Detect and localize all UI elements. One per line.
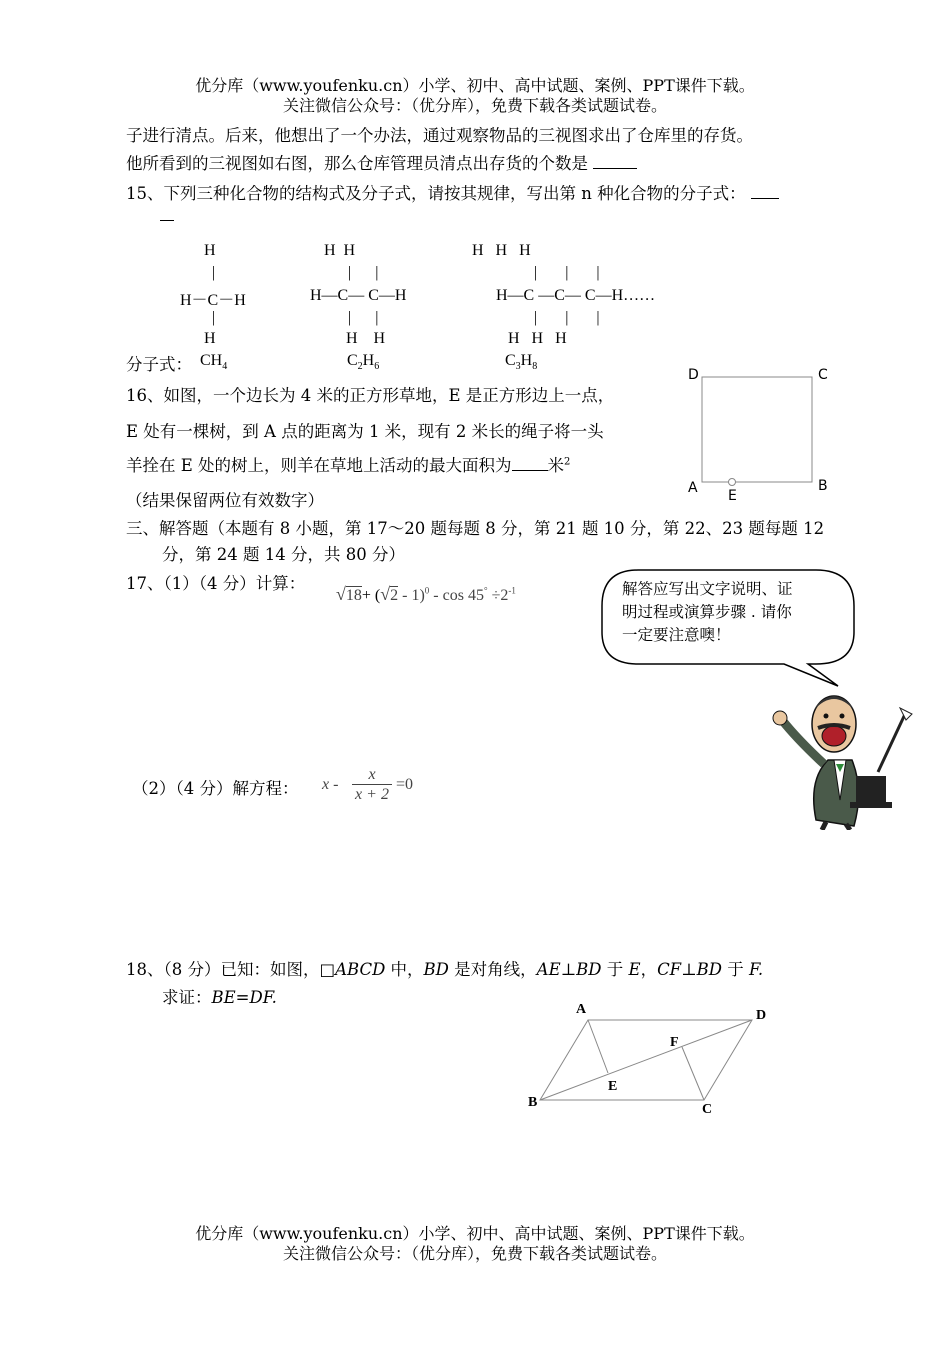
q18-text-5: ， <box>640 960 658 979</box>
q18-cf: CF <box>657 960 682 979</box>
formula-3-sub-c: 3 <box>515 361 521 373</box>
formula-1 <box>200 352 227 372</box>
section3-line-2: 分，第 24 题 14 分，共 80 分） <box>162 545 405 564</box>
header-line-2: 关注微信公众号：（优分库），免费下载各类试题试卷。 <box>282 96 667 115</box>
perp-symbol-1: ⊥ <box>560 960 577 979</box>
expr-degree: ° <box>483 585 488 596</box>
q16-line-4: （结果保留两位有效数字） <box>126 491 324 510</box>
q16-unit: 米 <box>547 456 565 475</box>
q18-abcd: ABCD <box>335 960 386 979</box>
bubble-line-3: 一定要注意噢！ <box>622 626 731 644</box>
bubble-line-2: 明过程或演算步骤 . 请你 <box>622 603 792 621</box>
formula-2-sub-h: 6 <box>374 361 380 373</box>
sqrt-radicand-1: 18 <box>345 587 362 604</box>
mol1-bar-top: | <box>212 264 216 281</box>
mol2-top: H H <box>324 242 356 259</box>
formula-2-element-h: H <box>362 352 375 369</box>
q17-eq-rhs: =0 <box>396 776 414 793</box>
mol2-bar-top: | | <box>348 264 379 281</box>
expr-divide: ÷2 <box>487 587 509 604</box>
mol3-bar-bottom: | | | <box>534 309 600 326</box>
footer-line-1: 优分库（www.youfenku.cn）小学、初中、高中试题、案例、PPT课件下载。 <box>195 1224 755 1243</box>
parallelogram-symbol: □ <box>319 960 336 979</box>
q17-expression <box>336 584 516 605</box>
label-b: B <box>528 1095 538 1110</box>
segment-ae <box>588 1020 608 1073</box>
label-e: E <box>608 1079 618 1094</box>
q15-answer-blank-cont <box>160 220 174 221</box>
mol2-middle: H—C— C—H <box>310 287 407 304</box>
q16-line-1: 16、如图，一个边长为 4 米的正方形草地，E 是正方形边上一点， <box>126 386 615 405</box>
formula-1-sub: 4 <box>222 361 228 373</box>
leg-right-shape <box>846 824 850 830</box>
sqrt-sign-2: √ <box>380 584 391 604</box>
label-d: D <box>756 1008 767 1023</box>
hat-brim-shape <box>850 802 892 808</box>
q17-part-2: （2）（4 分）解方程： <box>132 779 299 798</box>
mol1-top: H <box>204 242 216 259</box>
point-e-marker <box>729 479 736 486</box>
diagonal-bd <box>540 1020 752 1100</box>
leg-left-shape <box>822 822 826 830</box>
formula-label: 分子式： <box>126 355 192 374</box>
bubble-line-1: 解答应写出文字说明、证 <box>622 580 793 598</box>
formula-3-element-c: C <box>505 352 516 369</box>
q16-unit-exponent: 2 <box>564 456 571 468</box>
section3-line-1: 三、解答题（本题有 8 小题，第 17～20 题每题 8 分，第 21 题 10 分，第 22、23 题每题 12 <box>126 519 825 538</box>
q14-line-2 <box>126 150 637 174</box>
formula-2-element-c: C <box>347 352 358 369</box>
eye-right-shape <box>840 714 845 719</box>
q17-eq-fraction <box>352 766 392 805</box>
q18-text-6: 于 <box>722 960 750 979</box>
q15-answer-blank <box>751 184 779 199</box>
formula-3-element-h: H <box>520 352 533 369</box>
mol1-bar-bottom: | <box>212 309 216 326</box>
perp-symbol-2: ⊥ <box>681 960 697 979</box>
expr-exp-zero: 0 <box>424 585 430 596</box>
q18-bd-2: BD <box>576 960 602 979</box>
q17-part-1: 17、（1）（4 分）计算： <box>126 574 306 593</box>
q14-line-2-text: 他所看到的三视图如右图，那么仓库管理员清点出存货的个数是 <box>126 154 588 173</box>
parallelogram-figure <box>520 996 780 1120</box>
mol3-middle: H—C —C— C—H…… <box>496 287 656 304</box>
mol2-bar-bottom: | | <box>348 309 379 326</box>
square-figure <box>682 360 832 505</box>
q16-answer-blank <box>512 456 548 471</box>
header-line-1: 优分库（www.youfenku.cn）小学、初中、高中试题、案例、PPT课件下载。 <box>195 76 755 95</box>
expr-exp-neg-one: -1 <box>508 585 516 596</box>
label-c: C <box>818 367 828 383</box>
mol2-bottom: H H <box>346 330 386 347</box>
segment-cf <box>682 1047 704 1100</box>
speech-bubble-text <box>622 578 793 647</box>
mol1-bottom: H <box>204 330 216 347</box>
q18-text-2: 中， <box>385 960 424 979</box>
label-f: F <box>670 1035 679 1050</box>
expr-cos: - cos 45 <box>429 587 484 604</box>
cartoon-teacher-illustration <box>768 680 918 830</box>
q15-prompt: 15、下列三种化合物的结构式及分子式，请按其规律，写出第 n 种化合物的分子式： <box>126 184 746 203</box>
label-a: A <box>688 480 698 496</box>
cane-shape <box>878 712 906 772</box>
q18-prove-statement: BE=DF. <box>211 988 277 1007</box>
q18-bd: BD <box>423 960 449 979</box>
q18-text-3: 是对角线， <box>448 960 537 979</box>
q18-text-1: 18、（8 分）已知：如图， <box>126 960 320 979</box>
q16-line-2: E 处有一棵树，到 A 点的距离为 1 米，现有 2 米长的绳子将一头 <box>126 422 604 441</box>
q14-answer-blank <box>593 154 637 169</box>
q17-eq-lhs: x - <box>322 776 339 793</box>
hat-shape <box>856 776 886 804</box>
formula-1-element: CH <box>200 352 223 369</box>
formula-2 <box>347 352 379 372</box>
mol3-bottom: H H H <box>508 330 567 347</box>
expr-minus-one: - 1) <box>398 587 425 604</box>
expr-plus: + ( <box>361 587 381 604</box>
q16-line-3-text: 羊拴在 E 处的树上，则羊在草地上活动的最大面积为 <box>126 456 512 475</box>
label-a: A <box>576 1002 587 1017</box>
label-c: C <box>702 1102 713 1117</box>
q18-line-2 <box>162 984 277 1008</box>
fraction-numerator: x <box>352 766 392 785</box>
label-e: E <box>728 488 737 504</box>
eye-left-shape <box>824 714 829 719</box>
q14-line-1: 子进行清点。后来，他想出了一个办法，通过观察物品的三视图求出了仓库里的存货。 <box>126 126 753 145</box>
q18-prove-label: 求证： <box>162 988 212 1007</box>
sqrt-radicand-2: 2 <box>390 587 399 604</box>
formula-3-sub-h: 8 <box>532 361 538 373</box>
sqrt-sign-1: √ <box>336 584 346 604</box>
formula-3 <box>505 352 537 372</box>
q16-line-3 <box>126 452 570 476</box>
q15-text <box>126 180 779 204</box>
q18-f: F. <box>749 960 764 979</box>
label-b: B <box>818 478 828 494</box>
label-d: D <box>688 367 699 383</box>
square-outline <box>702 377 812 482</box>
mol3-top: H H H <box>472 242 531 259</box>
mol1-middle: H－C－H <box>180 292 246 309</box>
q18-ae: AE <box>536 960 561 979</box>
fraction-denominator: x + 2 <box>355 786 389 803</box>
formula-2-sub-c: 2 <box>357 361 363 373</box>
q18-bd-3: BD <box>696 960 723 979</box>
mouth-shape <box>822 726 846 746</box>
mol3-bar-top: | | | <box>534 264 600 281</box>
q18-text-4: 于 <box>601 960 629 979</box>
footer-line-2: 关注微信公众号：（优分库），免费下载各类试题试卷。 <box>282 1244 667 1263</box>
q18-line-1 <box>126 956 763 980</box>
hand-shape <box>773 711 787 725</box>
q18-e: E <box>628 960 641 979</box>
